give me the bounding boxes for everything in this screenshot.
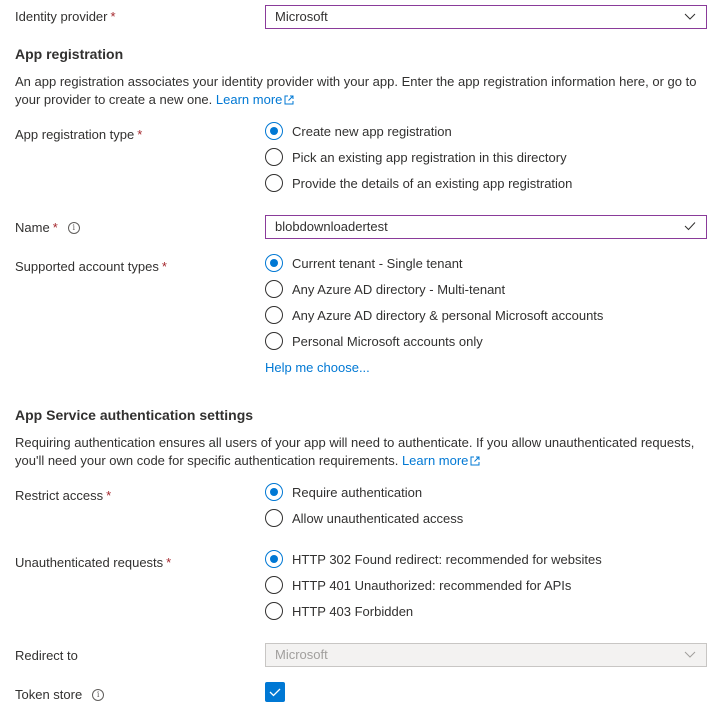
name-label: [15, 220, 80, 235]
radio-unchecked-icon: [265, 576, 283, 594]
radio-http-302[interactable]: [265, 546, 602, 572]
redirect-to-label: Redirect to: [15, 648, 78, 663]
learn-more-text: Learn more: [215, 92, 283, 107]
identity-provider-select[interactable]: [265, 5, 707, 29]
app-registration-type-radio-group: [265, 118, 572, 196]
radio-label: HTTP 401 Unauthorized: recommended for APIs: [292, 577, 572, 593]
app-registration-heading: App registration: [15, 46, 124, 62]
redirect-to-value: Microsoft: [275, 647, 328, 662]
radio-pick-existing-app-registration[interactable]: [265, 144, 572, 170]
external-link-icon: [470, 456, 480, 466]
restrict-access-radio-group: [265, 479, 463, 531]
radio-allow-unauthenticated[interactable]: [265, 505, 463, 531]
supported-account-types-label: [15, 259, 167, 274]
radio-unchecked-icon: [265, 602, 283, 620]
learn-more-link[interactable]: [216, 92, 294, 107]
supported-account-types-label-text: Supported account types: [15, 259, 159, 274]
radio-require-authentication[interactable]: [265, 479, 463, 505]
token-store-label-text: Token store: [15, 687, 83, 702]
radio-multi-tenant[interactable]: [265, 276, 603, 302]
identity-provider-label: [15, 9, 116, 24]
unauthenticated-requests-label-text: Unauthenticated requests: [15, 555, 164, 570]
supported-account-types-radio-group: [265, 250, 603, 354]
radio-personal-only[interactable]: [265, 328, 603, 354]
radio-label: Pick an existing app registration in this directory: [292, 149, 567, 165]
radio-unchecked-icon: [265, 509, 283, 527]
auth-settings-description: [15, 434, 715, 470]
required-marker: *: [137, 127, 143, 142]
required-marker: *: [110, 9, 116, 24]
required-marker: *: [161, 259, 167, 274]
restrict-access-label-text: Restrict access: [15, 488, 104, 503]
restrict-access-label: [15, 488, 111, 503]
required-marker: *: [106, 488, 112, 503]
token-store-checkbox[interactable]: [265, 682, 285, 702]
radio-label: HTTP 302 Found redirect: recommended for websites: [292, 551, 602, 567]
info-icon[interactable]: i: [92, 689, 104, 701]
radio-label: Any Azure AD directory - Multi-tenant: [292, 281, 506, 297]
unauthenticated-requests-label: [15, 555, 171, 570]
radio-label: Require authentication: [292, 484, 423, 500]
radio-unchecked-icon: [265, 148, 283, 166]
radio-http-403[interactable]: [265, 598, 602, 624]
help-me-choose-link[interactable]: Help me choose...: [265, 360, 370, 375]
name-input[interactable]: [265, 215, 707, 239]
auth-settings-heading: App Service authentication settings: [15, 407, 254, 423]
unauthenticated-requests-radio-group: [265, 546, 602, 624]
radio-label: Create new app registration: [292, 123, 452, 139]
checkmark-icon: [684, 221, 696, 231]
radio-label: HTTP 403 Forbidden: [292, 603, 414, 619]
identity-provider-value: Microsoft: [275, 9, 328, 24]
radio-label: Personal Microsoft accounts only: [292, 333, 483, 349]
chevron-down-icon: [684, 11, 696, 21]
radio-label: Provide the details of an existing app registration: [292, 175, 573, 191]
app-registration-type-label: [15, 127, 142, 142]
radio-label: Any Azure AD directory & personal Microsoft accounts: [292, 307, 604, 323]
radio-checked-icon: [265, 550, 283, 568]
radio-create-new-app-registration[interactable]: [265, 118, 572, 144]
info-icon[interactable]: i: [68, 222, 80, 234]
radio-checked-icon: [265, 483, 283, 501]
radio-unchecked-icon: [265, 280, 283, 298]
radio-single-tenant[interactable]: [265, 250, 603, 276]
chevron-down-icon: [684, 649, 696, 659]
radio-label: Allow unauthenticated access: [292, 510, 464, 526]
name-input-value: blobdownloadertest: [275, 219, 388, 234]
learn-more-text: Learn more: [401, 453, 469, 468]
redirect-to-select: [265, 643, 707, 667]
external-link-icon: [284, 95, 294, 105]
learn-more-link[interactable]: [402, 453, 480, 468]
radio-unchecked-icon: [265, 332, 283, 350]
radio-provide-existing-details[interactable]: [265, 170, 572, 196]
app-registration-type-label-text: App registration type: [15, 127, 135, 142]
token-store-label: [15, 687, 104, 702]
app-registration-description: [15, 73, 715, 109]
radio-unchecked-icon: [265, 174, 283, 192]
required-marker: *: [52, 220, 58, 235]
required-marker: *: [166, 555, 172, 570]
radio-http-401[interactable]: [265, 572, 602, 598]
radio-checked-icon: [265, 122, 283, 140]
radio-checked-icon: [265, 254, 283, 272]
auth-settings-description-text: Requiring authentication ensures all users of your app will need to authenticate. If you allow unauthenticated requests, you'll need your own code for specific authentication requirements.: [15, 435, 695, 468]
radio-multi-tenant-personal[interactable]: [265, 302, 603, 328]
app-registration-description-text: An app registration associates your identity provider with your app. Enter the app registration information here, or go to your provider to create a new one.: [15, 74, 697, 107]
radio-label: Current tenant - Single tenant: [292, 255, 463, 271]
name-label-text: Name: [15, 220, 50, 235]
radio-unchecked-icon: [265, 306, 283, 324]
checkmark-icon: [265, 682, 285, 702]
identity-provider-label-text: Identity provider: [15, 9, 108, 24]
